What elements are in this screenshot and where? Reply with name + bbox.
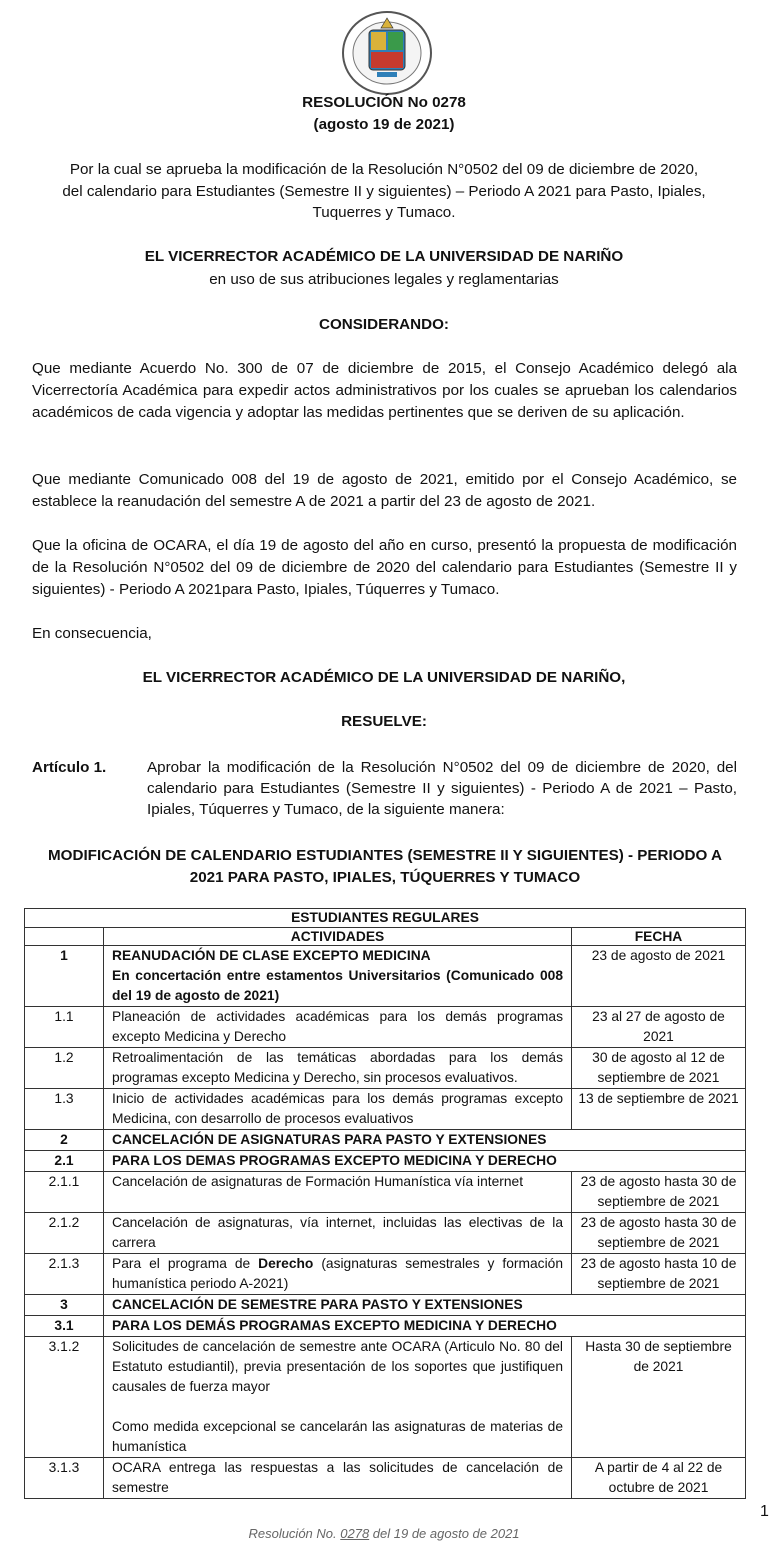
paragraph-2: Que mediante Comunicado 008 del 19 de agosto de 2021, emitido por el Consejo Académico, se establece la reanudación del semestre A de 2021 a partir del 23 de agosto de 2021. xyxy=(32,471,737,510)
resuelve-heading: RESUELVE: xyxy=(341,713,427,730)
row-number: 1 xyxy=(25,946,104,1007)
table-section-row xyxy=(25,1295,746,1316)
activity-program-name: Derecho xyxy=(258,1256,314,1271)
table-row xyxy=(25,1007,746,1048)
row-number: 1.1 xyxy=(25,1007,104,1048)
table-row xyxy=(25,1048,746,1089)
resolution-summary xyxy=(20,159,748,224)
table-header-activities: ACTIVIDADES xyxy=(104,928,572,946)
article-text: Aprobar la modificación de la Resolución N°0502 del 09 de diciembre de 2020, del calendario para Estudiantes (Semestre II y siguientes) - Periodo A de 2021 – Pasto, Ipiales, Túquerres y Tumaco, de la siguiente manera: xyxy=(147,759,737,818)
authority-subtitle: en uso de sus atribuciones legales y reglamentarias xyxy=(209,271,559,288)
row-number: 3.1 xyxy=(25,1316,104,1337)
activity-text: (asignaturas semestrales y formación humanística periodo A-2021) xyxy=(112,1256,563,1291)
summary-line: Tuquerres y Tumaco. xyxy=(312,204,456,221)
table-row xyxy=(25,1089,746,1130)
article-label: Artículo 1. xyxy=(32,759,107,776)
summary-line: Por la cual se aprueba la modificación de la Resolución N°0502 del 09 de diciembre de 2020, xyxy=(69,161,699,178)
table-title-row xyxy=(25,909,746,928)
table-header-row xyxy=(25,928,746,946)
section-title: CANCELACIÓN DE ASIGNATURAS PARA PASTO Y EXTENSIONES xyxy=(104,1130,746,1151)
footer-resolution-number: 0278 xyxy=(340,1526,370,1541)
university-seal-logo xyxy=(341,10,433,96)
footer-text: Resolución No. xyxy=(248,1526,341,1541)
table-header-date: FECHA xyxy=(572,928,746,946)
table-row xyxy=(25,1213,746,1254)
modification-title-line: MODIFICACIÓN DE CALENDARIO ESTUDIANTES (SEMESTRE II Y SIGUIENTES) - PERIODO A xyxy=(48,847,722,864)
row-date: 23 de agosto hasta 30 de septiembre de 2021 xyxy=(572,1172,746,1213)
row-activity xyxy=(104,946,572,1007)
page-number: 1 xyxy=(760,1503,769,1520)
activity-title: REANUDACIÓN DE CLASE EXCEPTO MEDICINA xyxy=(112,948,431,963)
row-date: A partir de 4 al 22 de octubre de 2021 xyxy=(572,1458,746,1499)
resolution-date: (agosto 19 de 2021) xyxy=(313,116,455,133)
activity-text: Solicitudes de cancelación de semestre ante OCARA (Articulo No. 80 del Estatuto estudiantil), previa presentación de los soportes que justifiquen causales de fuerza mayor xyxy=(112,1339,563,1394)
row-date: Hasta 30 de septiembre de 2021 xyxy=(572,1337,746,1458)
resolution-number: RESOLUCIÓN No 0278 xyxy=(302,94,466,111)
paragraph-1: Que mediante Acuerdo No. 300 de 07 de diciembre de 2015, el Consejo Académico delegó ala Vicerrectoría Académica para expedir actos administrativos por los cuales se aprueban los calendarios académicos de cada vigencia y adoptar las medidas pertinentes que se deriven de su aplicación. xyxy=(32,360,737,421)
row-date: 30 de agosto al 12 de septiembre de 2021 xyxy=(572,1048,746,1089)
row-number: 2.1.2 xyxy=(25,1213,104,1254)
table-header-empty xyxy=(25,928,104,946)
row-date: 23 de agosto hasta 30 de septiembre de 2021 xyxy=(572,1213,746,1254)
row-number: 2.1.3 xyxy=(25,1254,104,1295)
row-activity: OCARA entrega las respuestas a las solicitudes de cancelación de semestre xyxy=(104,1458,572,1499)
page-footer xyxy=(0,1526,768,1541)
row-number: 2.1 xyxy=(25,1151,104,1172)
section-title: PARA LOS DEMÁS PROGRAMAS EXCEPTO MEDICINA Y DERECHO xyxy=(104,1316,746,1337)
activity-text: Para el programa de xyxy=(112,1256,259,1271)
row-number: 3 xyxy=(25,1295,104,1316)
row-number: 3.1.2 xyxy=(25,1337,104,1458)
authority-title-2: EL VICERRECTOR ACADÉMICO DE LA UNIVERSIDAD DE NARIÑO, xyxy=(142,669,626,686)
row-activity: Cancelación de asignaturas de Formación Humanística vía internet xyxy=(104,1172,572,1213)
row-date: 23 de agosto hasta 10 de septiembre de 2021 xyxy=(572,1254,746,1295)
table-section-row xyxy=(25,1151,746,1172)
summary-line: del calendario para Estudiantes (Semestre II y siguientes) – Periodo A 2021 para Pasto, Ipiales, xyxy=(62,182,706,200)
table-row xyxy=(25,1172,746,1213)
row-activity: Inicio de actividades académicas para los demás programas excepto Medicina, con desarrollo de procesos evaluativos xyxy=(104,1089,572,1130)
row-number: 3.1.3 xyxy=(25,1458,104,1499)
activity-note: En concertación entre estamentos Universitarios (Comunicado 008 del 19 de agosto de 2021) xyxy=(112,968,563,1003)
section-title: PARA LOS DEMAS PROGRAMAS EXCEPTO MEDICINA Y DERECHO xyxy=(104,1151,746,1172)
row-date: 13 de septiembre de 2021 xyxy=(572,1089,746,1130)
table-section-row xyxy=(25,1316,746,1337)
table-row xyxy=(25,1337,746,1458)
row-activity: Retroalimentación de las temáticas abordadas para los demás programas excepto Medicina y Derecho, sin procesos evaluativos. xyxy=(104,1048,572,1089)
row-number: 1.3 xyxy=(25,1089,104,1130)
row-activity xyxy=(104,1254,572,1295)
calendar-table xyxy=(24,908,746,1499)
row-number: 1.2 xyxy=(25,1048,104,1089)
row-number: 2 xyxy=(25,1130,104,1151)
activity-note: Como medida excepcional se cancelarán las asignaturas de materias de humanística xyxy=(112,1419,563,1454)
table-row xyxy=(25,1458,746,1499)
row-activity: Planeación de actividades académicas para los demás programas excepto Medicina y Derecho xyxy=(104,1007,572,1048)
paragraph-3: Que la oficina de OCARA, el día 19 de agosto del año en curso, presentó la propuesta de modificación de la Resolución N°0502 del 09 de diciembre de 2020 del calendario para Estudiantes (Semestre II y siguientes) - Periodo A 2021para Pasto, Ipiales, Túquerres y Tumaco. xyxy=(32,537,737,598)
paragraph-4: En consecuencia, xyxy=(32,625,152,642)
section-title: CANCELACIÓN DE SEMESTRE PARA PASTO Y EXTENSIONES xyxy=(104,1295,746,1316)
row-activity xyxy=(104,1337,572,1458)
authority-title: EL VICERRECTOR ACADÉMICO DE LA UNIVERSIDAD DE NARIÑO xyxy=(144,248,624,265)
modification-title-line: 2021 PARA PASTO, IPIALES, TÚQUERRES Y TUMACO xyxy=(189,869,581,886)
row-date: 23 al 27 de agosto de 2021 xyxy=(572,1007,746,1048)
table-title: ESTUDIANTES REGULARES xyxy=(25,909,746,928)
row-date: 23 de agosto de 2021 xyxy=(572,946,746,1007)
row-number: 2.1.1 xyxy=(25,1172,104,1213)
table-row xyxy=(25,946,746,1007)
row-activity: Cancelación de asignaturas, vía internet, incluidas las electivas de la carrera xyxy=(104,1213,572,1254)
modification-title xyxy=(40,845,730,889)
footer-text: del 19 de agosto de 2021 xyxy=(369,1526,520,1541)
table-section-row xyxy=(25,1130,746,1151)
table-row xyxy=(25,1254,746,1295)
considerando-heading: CONSIDERANDO: xyxy=(319,316,449,333)
